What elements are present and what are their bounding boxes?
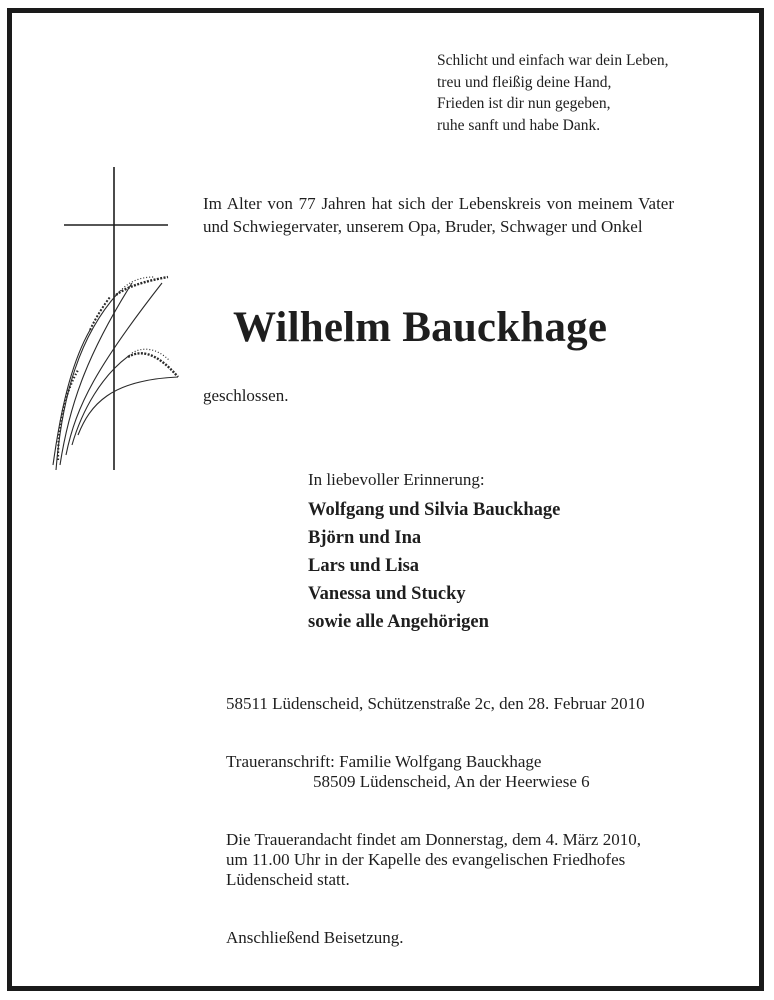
burial-note: Anschließend Beisetzung. bbox=[226, 928, 404, 947]
dateline: 58511 Lüdenscheid, Schützenstraße 2c, den 28. Februar 2010 bbox=[226, 694, 645, 713]
poem-line: ruhe sanft und habe Dank. bbox=[437, 116, 601, 134]
poem-line: Schlicht und einfach war dein Leben, bbox=[437, 52, 669, 69]
service-line: Lüdenscheid statt. bbox=[226, 870, 350, 889]
address-line: 58509 Lüdenscheid, An der Heerwiese 6 bbox=[313, 772, 590, 791]
intro-text: Im Alter von 77 Jahren hat sich der Lebenskreis von meinem Vater und Schwiegervater, unserem Opa, Bruder, Schwager und Onkel bbox=[203, 194, 674, 236]
address-line: Traueranschrift: Familie Wolfgang Bauckhage bbox=[226, 752, 542, 771]
family-member: sowie alle Angehörigen bbox=[308, 612, 489, 632]
mourning-address bbox=[226, 752, 590, 792]
family-member: Björn und Ina bbox=[308, 528, 422, 548]
wheat-ears-icon bbox=[53, 277, 178, 470]
family-member: Lars und Lisa bbox=[308, 556, 420, 576]
cross-icon bbox=[64, 167, 168, 470]
closing-word: geschlossen. bbox=[203, 386, 289, 405]
service-info bbox=[226, 830, 641, 890]
poem bbox=[437, 50, 669, 136]
cross-and-wheat-icon bbox=[50, 165, 190, 475]
memory-line: In liebevoller Erinnerung: bbox=[308, 470, 485, 489]
service-line: Die Trauerandacht findet am Donnerstag, dem 4. März 2010, bbox=[226, 830, 641, 849]
poem-line: Frieden ist dir nun gegeben, bbox=[437, 95, 611, 112]
family-list bbox=[308, 496, 560, 636]
family-member: Wolfgang und Silvia Bauckhage bbox=[308, 500, 561, 520]
service-line: um 11.00 Uhr in der Kapelle des evangelischen Friedhofes bbox=[226, 850, 626, 869]
family-member: Vanessa und Stucky bbox=[308, 584, 466, 604]
poem-line: treu und fleißig deine Hand, bbox=[437, 73, 612, 91]
deceased-name: Wilhelm Bauckhage bbox=[233, 304, 608, 351]
